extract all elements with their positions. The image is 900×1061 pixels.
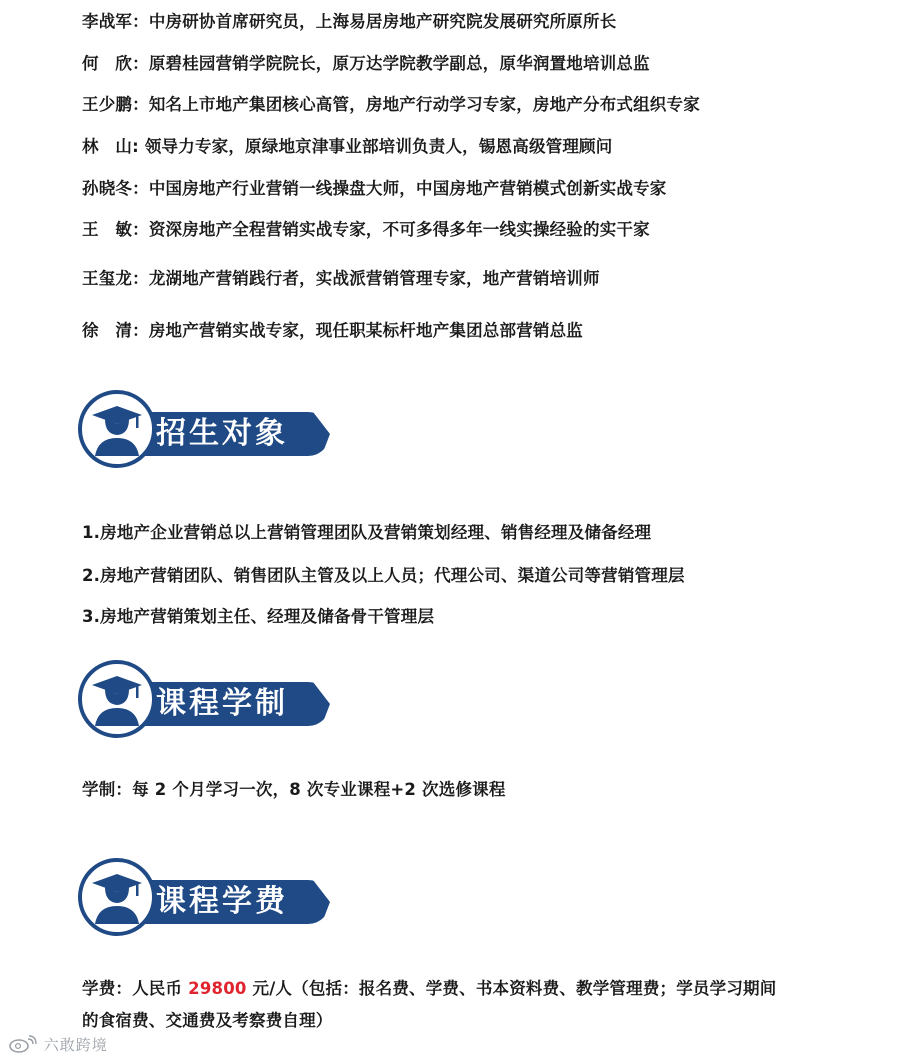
schedule-text: 学制：每 2 个月学习一次，8 次专业课程+2 次选修课程 xyxy=(82,780,506,799)
faculty-item xyxy=(82,265,600,289)
faculty-name: 李战军： xyxy=(82,12,149,31)
faculty-desc: 中国房地产行业营销一线操盘大师，中国房地产营销模式创新实战专家 xyxy=(148,179,667,198)
faculty-desc: 龙湖地产营销践行者，实战派营销管理专家，地产营销培训师 xyxy=(148,269,600,288)
faculty-name: 王玺龙： xyxy=(82,269,149,288)
faculty-name: 王少鹏： xyxy=(82,95,149,114)
graduate-avatar-icon xyxy=(78,390,156,468)
faculty-item xyxy=(82,175,667,199)
faculty-item xyxy=(82,133,612,157)
faculty-name: 王 敏： xyxy=(82,220,149,239)
watermark xyxy=(8,1034,108,1055)
fee-line-2: 的食宿费、交通费及考察费自理） xyxy=(82,1011,333,1030)
section-badge-fee xyxy=(78,858,338,940)
faculty-name: 孙晓冬： xyxy=(82,179,149,198)
section-title: 课程学制 xyxy=(156,686,288,721)
fee-amount: 29800 xyxy=(188,979,247,998)
faculty-item xyxy=(82,91,700,115)
section-badge-schedule xyxy=(78,660,338,742)
fee-prefix: 学费：人民币 xyxy=(82,979,189,998)
faculty-desc: 领导力专家，原绿地京津事业部培训负责人，锡恩高级管理顾问 xyxy=(138,137,613,156)
enroll-item: 2.房地产营销团队、销售团队主管及以上人员；代理公司、渠道公司等营销管理层 xyxy=(82,566,685,585)
faculty-name: 何 欣： xyxy=(82,54,149,73)
faculty-item xyxy=(82,216,650,240)
faculty-name: 徐 清： xyxy=(82,321,149,340)
faculty-desc: 中房研协首席研究员，上海易居房地产研究院发展研究所原所长 xyxy=(148,12,617,31)
graduate-avatar-icon xyxy=(78,858,156,936)
section-title: 课程学费 xyxy=(156,884,288,919)
faculty-item xyxy=(82,50,650,74)
faculty-desc: 房地产营销实战专家，现任职某标杆地产集团总部营销总监 xyxy=(148,321,584,340)
faculty-desc: 原碧桂园营销学院院长，原万达学院教学副总，原华润置地培训总监 xyxy=(148,54,650,73)
section-title: 招生对象 xyxy=(156,416,288,451)
graduate-avatar-icon xyxy=(78,660,156,738)
enroll-item: 3.房地产营销策划主任、经理及储备骨干管理层 xyxy=(82,607,435,626)
section-badge-enroll xyxy=(78,390,338,472)
weibo-logo-icon xyxy=(8,1036,44,1054)
fee-suffix: 元/人（包括：报名费、学费、书本资料费、教学管理费；学员学习期间 xyxy=(246,979,777,998)
enroll-item: 1.房地产企业营销总以上营销管理团队及营销策划经理、销售经理及储备经理 xyxy=(82,523,652,542)
faculty-name: 林 山: xyxy=(82,137,139,156)
fee-line xyxy=(82,975,776,999)
faculty-desc: 知名上市地产集团核心高管，房地产行动学习专家，房地产分布式组织专家 xyxy=(148,95,700,114)
faculty-item xyxy=(82,8,616,32)
faculty-desc: 资深房地产全程营销实战专家，不可多得多年一线实操经验的实干家 xyxy=(148,220,650,239)
watermark-text: 六敢跨境 xyxy=(43,1036,108,1054)
faculty-item xyxy=(82,317,583,341)
